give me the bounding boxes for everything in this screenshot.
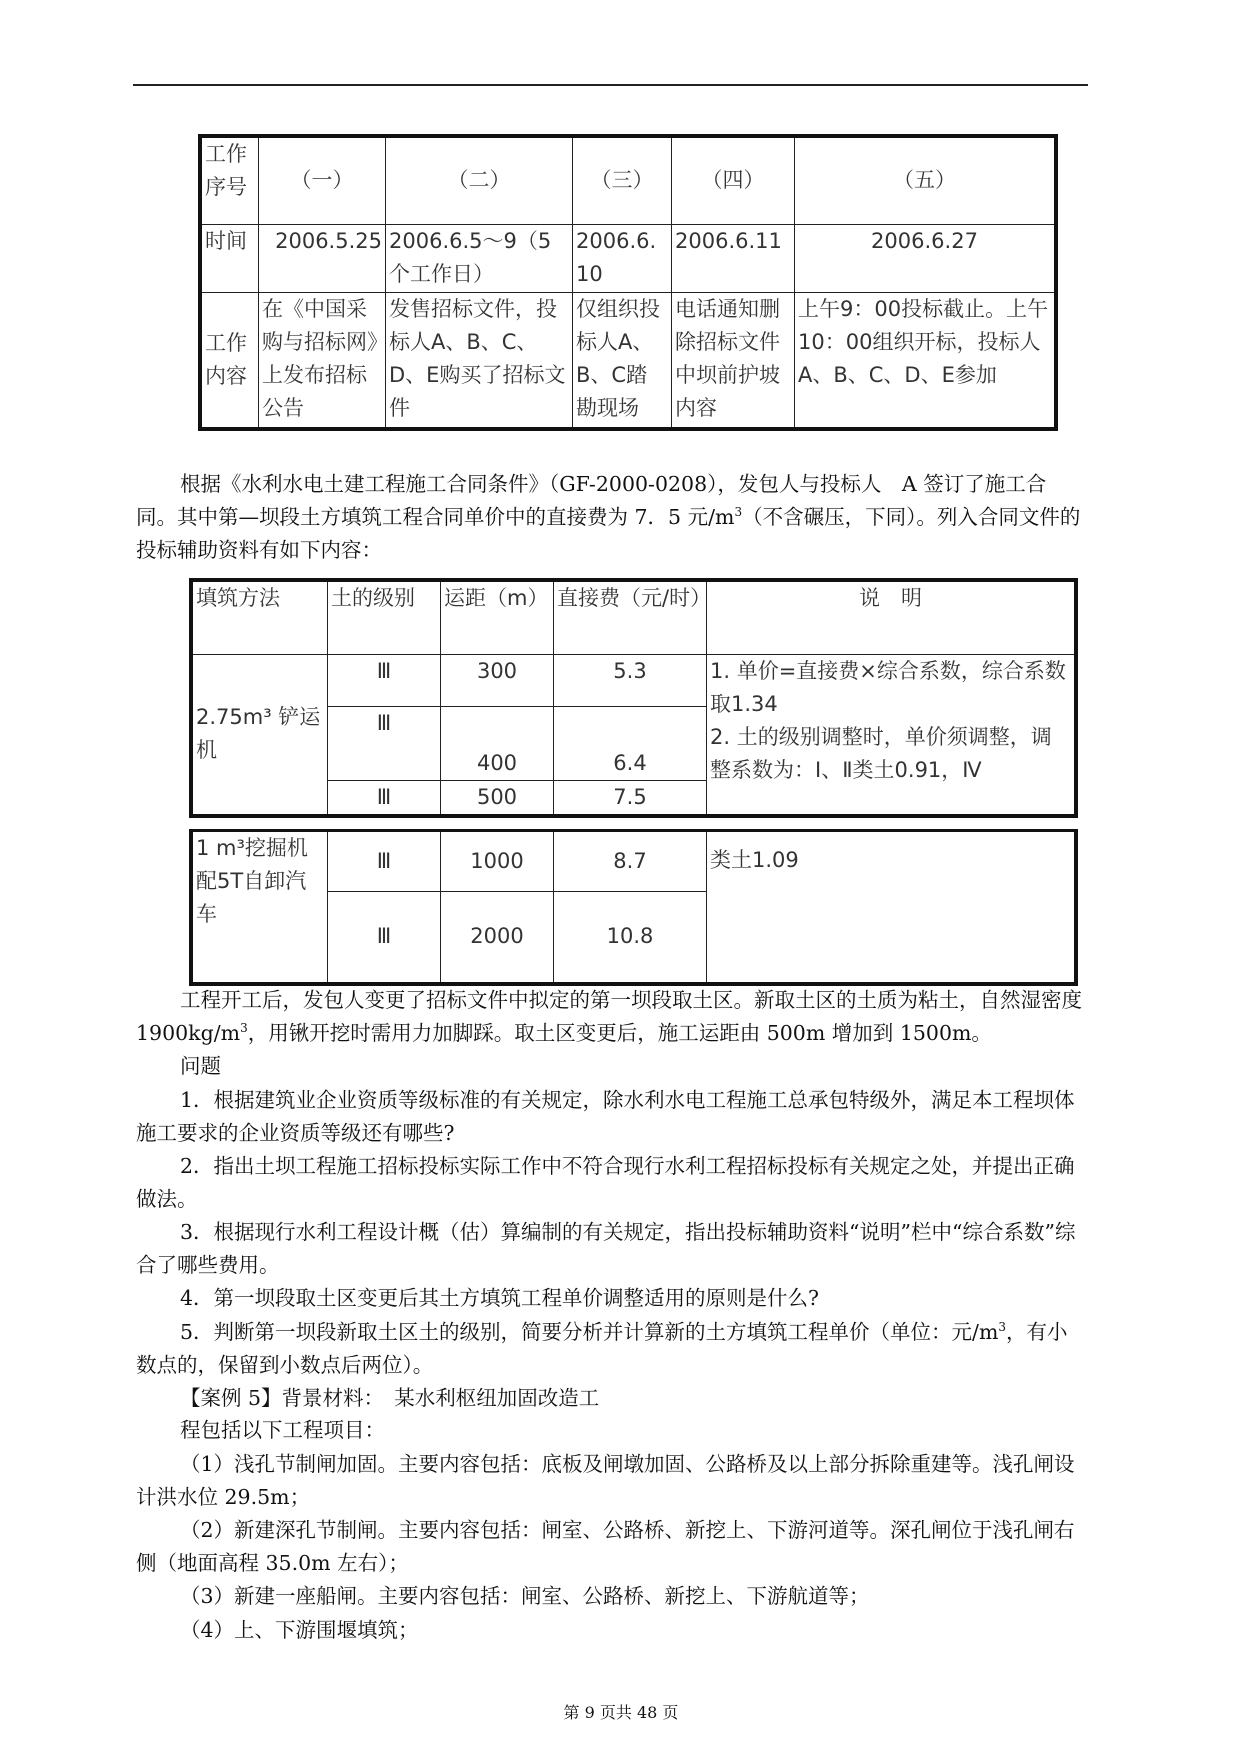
note-cell: 类土1.09 [707,831,1077,984]
project-item: （3）新建一座船闸。主要内容包括：闸室、公路桥、新挖上、下游航道等； [180,1584,870,1608]
grade-cell: Ⅲ [328,706,441,780]
time-cell: 2006.5.25 [259,224,386,292]
content-cell: 发售招标文件，投标人A、B、C、D、E购买了招标文件 [386,292,573,429]
question-2: 2．指出土坝工程施工招标投标实际工作中不符合现行水利工程招标投标有关规定之处，并提出正确做法。 [136,1154,1075,1211]
cost-cell: 8.7 [554,831,707,892]
question-title: 问题 [180,1054,221,1078]
case-title: 【案例 5】背景材料： 某水利枢纽加固改造工 [180,1386,600,1410]
cost-cell: 5.3 [554,654,707,706]
distance-cell: 1000 [441,831,554,892]
distance-cell: 500 [441,780,554,816]
col-header: 运距（m） [441,580,554,654]
col-header: 填筑方法 [191,580,328,654]
header-rule [133,84,1088,86]
cost-cell: 10.8 [554,892,707,984]
time-cell: 2006.6.11 [672,224,795,292]
grade-cell: Ⅲ [328,780,441,816]
grade-cell: Ⅲ [328,831,441,892]
question-5: 5．判断第一坝段新取土区土的级别，简要分析并计算新的土方填筑工程单价（单位：元$/m^3$，有小数点的，保留到小数点后两位）。 [136,1320,1068,1377]
col-label: （一） [259,136,386,224]
question-1: 1．根据建筑业企业资质等级标准的有关规定，除水利水电工程施工总承包特级外，满足本工程坝体施工要求的企业资质等级还有哪些? [136,1088,1075,1145]
content-cell: 仅组织投标人A、B、C踏勘现场 [573,292,672,429]
distance-cell: 300 [441,654,554,706]
row-header-seq: 工作序号 [200,136,259,224]
distance-cell: 2000 [441,892,554,984]
bidding-schedule-table [198,134,1058,431]
distance-cell: 400 [441,706,554,780]
col-header: 土的级别 [328,580,441,654]
method-cell: 1 m³挖掘机配5T自卸汽车 [191,831,328,984]
cost-cell: 7.5 [554,780,707,816]
col-label: （三） [573,136,672,224]
col-label: （四） [672,136,795,224]
note-1: 1. 单价=直接费×综合系数，综合系数取1.34 [710,658,1066,716]
question-3: 3．根据现行水利工程设计概（估）算编制的有关规定，指出投标辅助资料“说明”栏中“综合系数”综合了哪些费用。 [136,1220,1076,1277]
note-cell [707,654,1077,816]
cost-cell: 6.4 [554,706,707,780]
paragraph-contract: 根据《水利水电土建工程施工合同条件》（GF-2000-0208），发包人与投标人 A 签订了施工合同。其中第—坝段土方填筑工程合同单价中的直接费为 7．5 元$/m^3$（不含碾压，下同）。列入合同文件的投标辅助资料有如下内容： [136,472,1081,562]
content-cell: 在《中国采购与招标网》上发布招标公告 [259,292,386,429]
content-cell: 电话通知删除招标文件中坝前护坡内容 [672,292,795,429]
grade-cell: Ⅲ [328,654,441,706]
row-header-content: 工作内容 [200,292,259,429]
bid-data-table [189,578,1078,818]
time-cell: 2006.6.10 [573,224,672,292]
grade-cell: Ⅲ [328,892,441,984]
paragraph-change: 工程开工后，发包人变更了招标文件中拟定的第一坝段取土区。新取土区的土质为粘土，自然湿密度 $1900kg/m^3$，用锹开挖时需用力加脚踩。取土区变更后，施工运距由 500m 增加到 1500m。 [136,988,1082,1045]
col-label: （五） [795,136,1057,224]
project-item: （1）浅孔节制闸加固。主要内容包括：底板及闸墩加固、公路桥及以上部分拆除重建等。浅孔闸设计洪水位 29.5m； [136,1452,1075,1509]
note-2: 2. 土的级别调整时，单价须调整，调整系数为：Ⅰ、Ⅱ类土0.91，Ⅳ [710,724,1052,782]
col-header: 直接费（元/时） [554,580,707,654]
method-cell: 2.75m³ 铲运机 [191,654,328,816]
content-cell: 上午9：00投标截止。上午10：00组织开标，投标人A、B、C、D、E参加 [795,292,1057,429]
row-header-time: 时间 [200,224,259,292]
project-item: （2）新建深孔节制闸。主要内容包括：闸室、公路桥、新挖上、下游河道等。深孔闸位于浅孔闸右侧（地面高程 35.0m 左右）； [136,1518,1075,1575]
time-cell: 2006.6.5～9（5个工作日） [386,224,573,292]
col-label: （二） [386,136,573,224]
col-header: 说 明 [707,580,1077,654]
project-item: （4）上、下游围堰填筑； [180,1618,419,1642]
question-4: 4．第一坝段取土区变更后其土方填筑工程单价调整适用的原则是什么? [180,1286,820,1310]
bid-data-table-continued [189,829,1078,986]
page-footer: 第 9 页共 48 页 [563,1703,679,1722]
time-cell: 2006.6.27 [795,224,1057,292]
case-continuation: 程包括以下工程项目： [180,1418,385,1442]
